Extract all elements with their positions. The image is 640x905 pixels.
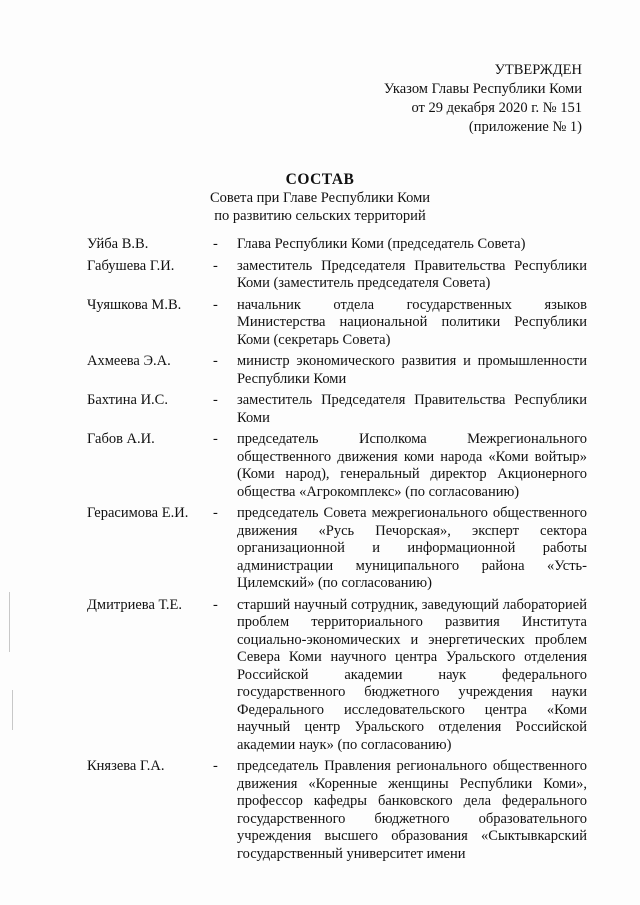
member-dash: - [213,596,218,613]
approval-date-number: от 29 декабря 2020 г. № 151 [411,100,582,116]
member-name: Дмитриева Т.Е. [87,596,183,613]
member-role: председатель Исполкома Межрегионального общественного движения коми народа «Коми войтыр» (Коми народ), генеральный директор Акционерного общества «Агрокомплекс» (по согласованию) [237,431,587,500]
member-dash: - [213,758,218,774]
member-row [87,431,587,501]
scan-artifact-left-1 [9,592,10,652]
member-name: Габов А.И. [87,431,155,447]
member-row [87,597,587,755]
approval-appendix: (приложение № 1) [468,119,582,135]
member-role: председатель Совета межрегионального общественного движения «Русь Печорская», эксперт сектора организационной и информационной работы администрации муниципального района «Усть-Цилемский» (по согласованию) [237,505,587,591]
member-row [87,505,587,593]
member-dash: - [213,236,218,252]
member-row [87,236,587,254]
document-subtitle-line2: по развитию сельских территорий [214,208,426,224]
document-heading [0,170,640,225]
member-role: старший научный сотрудник, заведующий лабораторией проблем территориального развития Института социально-экономических и энергетических проблем Севера Коми научного центра Уральского отделения Российской академии наук федерального государственного бюджетного учреждения науки Федерального исследовательского центра «Коми научный центр Уральского отделения Российской академии наук» (по согласованию) [237,596,587,753]
member-dash: - [213,431,218,447]
member-row [87,258,587,293]
scan-artifact-left-2 [12,690,13,730]
member-name: Уйба В.В. [87,236,149,252]
member-dash: - [213,353,218,369]
member-role: заместитель Председателя Правительства Республики Коми (заместитель председателя Совета) [237,257,587,291]
member-dash: - [213,505,218,521]
member-dash: - [213,296,218,313]
approval-block [384,61,582,137]
approval-status: УТВЕРЖДЕН [494,62,582,78]
document-subtitle-line1: Совета при Главе Республики Коми [209,190,431,206]
members-list [87,236,587,867]
member-role: министр экономического развития и промышленности Республики Коми [237,353,587,387]
member-name: Бахтина И.С. [87,392,168,408]
member-name: Ахмеева Э.А. [87,353,171,369]
member-name: Чуяшкова М.В. [87,296,182,313]
member-role: заместитель Председателя Правительства Республики Коми [237,392,587,426]
document-title: СОСТАВ [285,171,355,188]
member-dash: - [213,392,218,408]
member-role: председатель Правления регионального общественного движения «Коренные женщины Республики Коми», профессор кафедры банковского дела федерального государственного бюджетного образовательного учреждения высшего образования «Сыктывкарский государственный университет имени [237,758,587,862]
approval-decree: Указом Главы Республики Коми [383,81,582,97]
member-role: начальник отдела государственных языков Министерства национальной политики Республики Коми (секретарь Совета) [237,296,587,348]
member-row [87,758,587,863]
member-row [87,353,587,388]
member-name: Габушева Г.И. [87,257,175,274]
member-dash: - [213,257,218,274]
member-role: Глава Республики Коми (председатель Совета) [237,236,526,252]
member-row [87,392,587,427]
member-name: Герасимова Е.И. [87,505,189,521]
member-row [87,297,587,350]
member-name: Князева Г.А. [87,758,165,774]
